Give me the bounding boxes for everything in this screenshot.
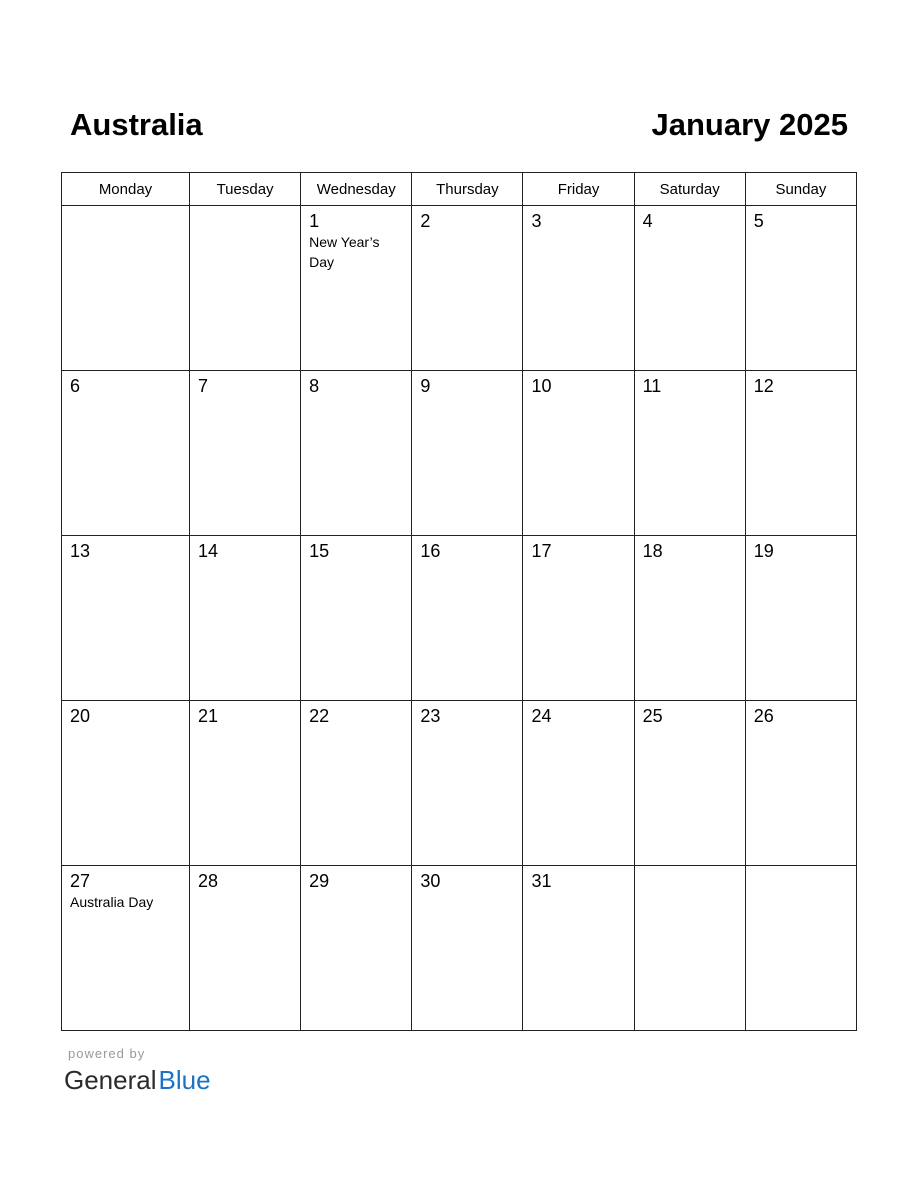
calendar-day-cell [301,701,412,866]
day-number: 27 [70,871,91,891]
calendar-day-cell [523,371,634,536]
calendar-day-cell [412,206,523,371]
calendar-day-cell [523,206,634,371]
day-number: 30 [420,871,441,891]
day-number: 4 [642,211,653,231]
day-number: 24 [531,706,552,726]
day-number: 16 [420,541,441,561]
calendar-day-cell [190,701,301,866]
day-number: 28 [198,871,219,891]
calendar-day-cell [412,701,523,866]
month-year-title: January 2025 [651,107,848,142]
holiday-label: New Year’s Day [309,234,380,270]
calendar-week-row [62,866,857,1031]
day-number: 29 [309,871,330,891]
calendar-week-row [62,206,857,371]
calendar-day-cell [745,206,856,371]
day-number: 15 [309,541,330,561]
calendar-day-cell [745,701,856,866]
calendar-day-cell [301,866,412,1031]
day-number: 7 [198,376,209,396]
calendar-day-cell [412,536,523,701]
calendar-day-cell [62,206,190,371]
calendar-week-row [62,371,857,536]
day-number: 5 [753,211,764,231]
day-number: 26 [753,706,774,726]
day-number: 12 [753,376,774,396]
calendar-day-cell [412,371,523,536]
day-number: 10 [531,376,552,396]
calendar-day-cell [745,866,856,1031]
calendar-day-cell [745,371,856,536]
weekday-header-monday: Monday [62,173,190,206]
weekday-header-wednesday: Wednesday [301,173,412,206]
day-number: 13 [70,541,91,561]
calendar-day-cell [190,371,301,536]
calendar-grid [61,172,857,1031]
day-number: 8 [309,376,320,396]
calendar-day-cell [190,206,301,371]
calendar-day-cell [62,866,190,1031]
calendar-week-row [62,536,857,701]
logo-text-blue: Blue [158,1065,211,1095]
calendar-day-cell [301,536,412,701]
generalblue-logo [64,1064,211,1096]
calendar-day-cell [301,371,412,536]
calendar-day-cell [634,536,745,701]
calendar-day-cell [62,701,190,866]
day-number: 14 [198,541,219,561]
calendar-day-cell [190,536,301,701]
calendar-day-cell [634,866,745,1031]
weekday-header-sunday: Sunday [745,173,856,206]
calendar-day-cell [523,866,634,1031]
calendar-day-cell [634,701,745,866]
country-title: Australia [70,107,203,142]
brand-footer [64,1046,211,1096]
calendar-day-cell [190,866,301,1031]
day-number: 1 [309,211,320,231]
calendar-day-cell [634,206,745,371]
holiday-label: Australia Day [70,894,154,910]
weekday-header-saturday: Saturday [634,173,745,206]
day-number: 3 [531,211,542,231]
calendar-day-cell [523,701,634,866]
day-number: 9 [420,376,431,396]
powered-by-label: powered by [68,1046,146,1061]
weekday-header-thursday: Thursday [412,173,523,206]
day-number: 23 [420,706,441,726]
logo-text-general: General [64,1065,157,1095]
weekday-header-tuesday: Tuesday [190,173,301,206]
day-number: 6 [70,376,81,396]
day-number: 11 [642,376,662,396]
weekday-header-row [62,173,857,206]
day-number: 20 [70,706,91,726]
day-number: 17 [531,541,552,561]
day-number: 31 [531,871,552,891]
calendar-week-row [62,701,857,866]
calendar-day-cell [745,536,856,701]
calendar-day-cell [62,371,190,536]
calendar-day-cell [523,536,634,701]
day-number: 19 [753,541,774,561]
calendar-day-cell [634,371,745,536]
calendar-day-cell [301,206,412,371]
day-number: 18 [642,541,663,561]
day-number: 25 [642,706,663,726]
weekday-header-friday: Friday [523,173,634,206]
calendar-day-cell [62,536,190,701]
day-number: 2 [420,211,431,231]
calendar-day-cell [412,866,523,1031]
day-number: 21 [198,706,219,726]
day-number: 22 [309,706,330,726]
